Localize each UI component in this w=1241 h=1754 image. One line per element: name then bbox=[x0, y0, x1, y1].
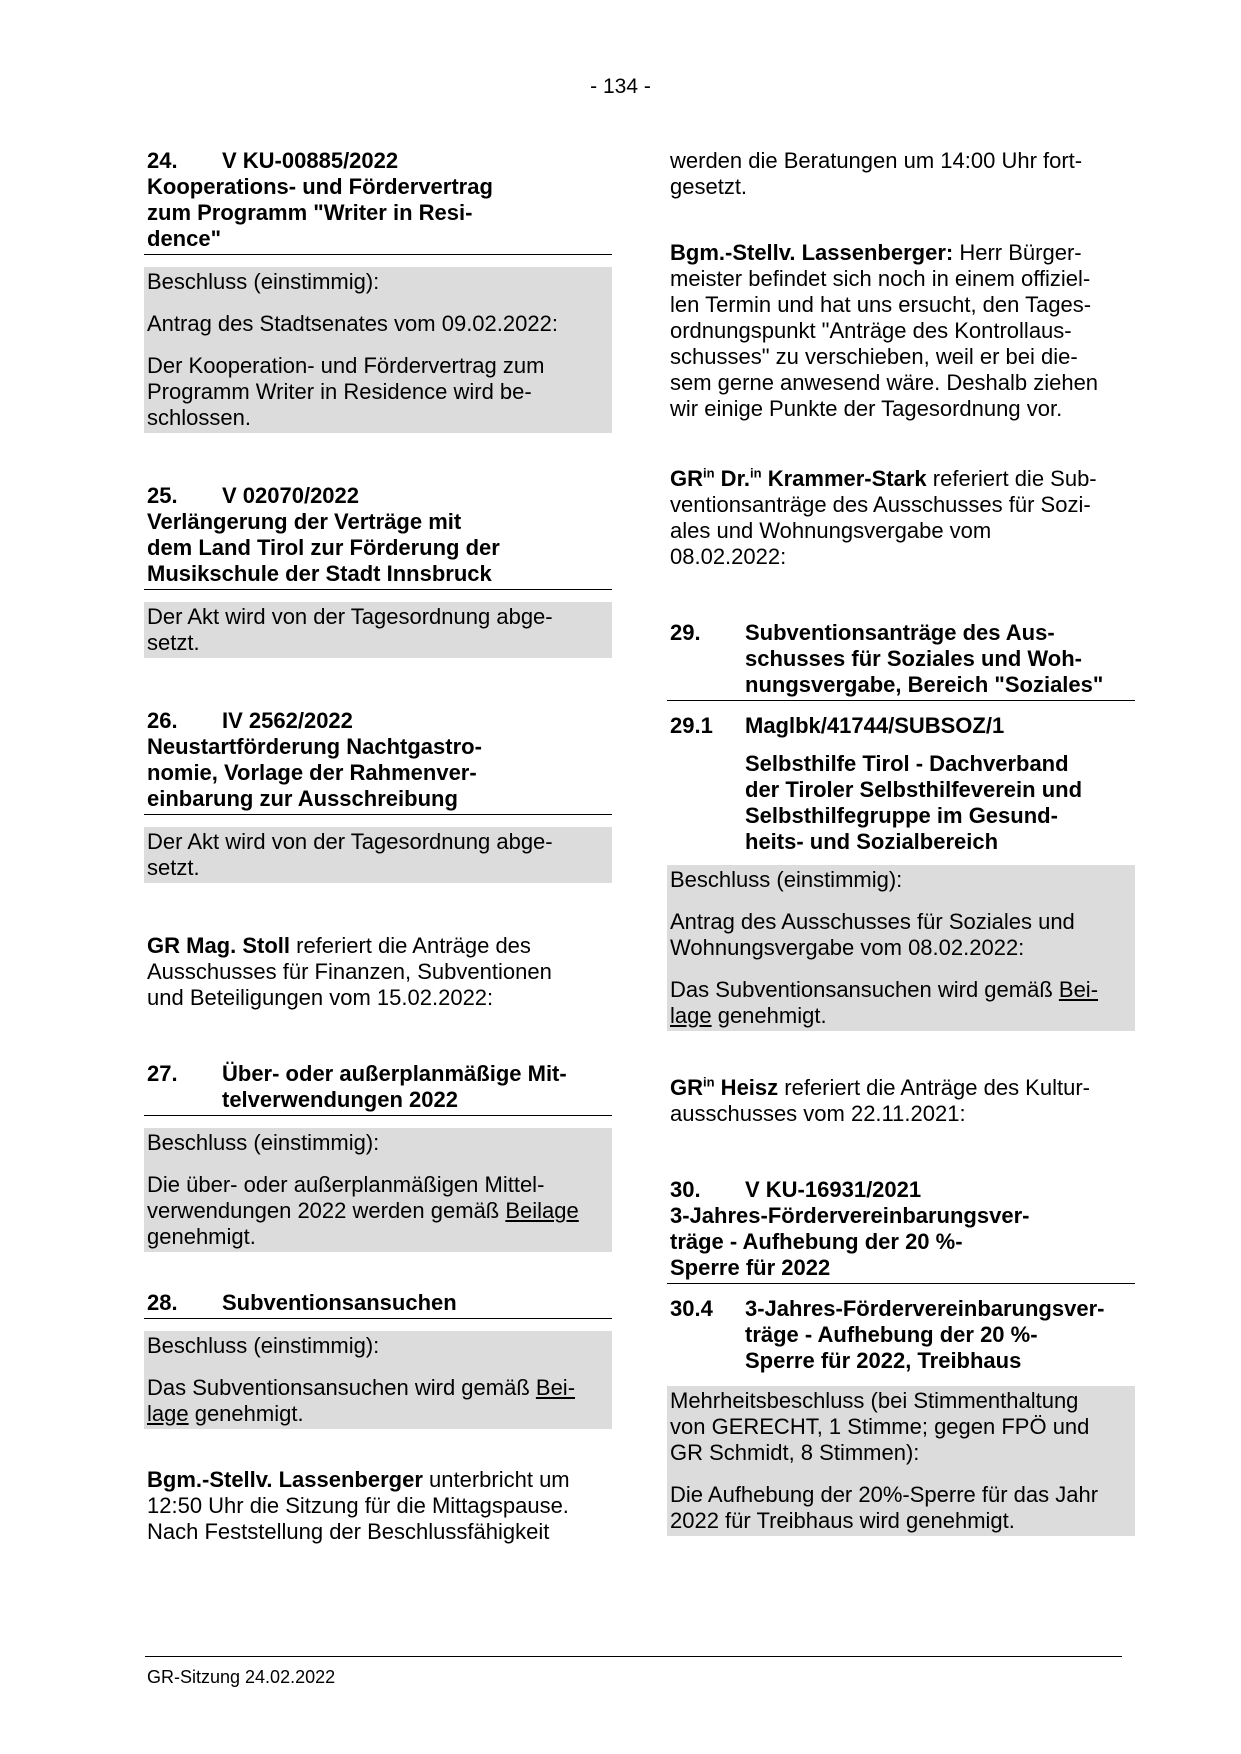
speaker-name: $GR^{in}$ Dr.$^{in}$ Krammer-Stark bbox=[670, 465, 927, 491]
title-line: dem Land Tirol zur Förderung der bbox=[147, 535, 500, 560]
resolution-box-25 bbox=[144, 602, 612, 658]
title-line: Kooperations- und Fördervertrag bbox=[147, 174, 493, 199]
agenda-item-30-4-header bbox=[670, 1296, 1132, 1374]
resolution-text: Der Kooperation- und Fördervertrag zum Programm Writer in Residence wird be- schlossen. bbox=[147, 353, 545, 430]
title-line: zum Programm "Writer in Resi- bbox=[147, 200, 473, 225]
speaker-paragraph-lassenberger-2: Bgm.-Stellv. Lassenberger: Herr Bürger- meister befindet sich noch in einem offiziel- len Termin und hat uns ersucht, den Tages- ordnungspunkt "Anträge des Kontrollaus- schusses" zu verschieben, weil er bei die- sem gerne anwesend wäre. Deshalb ziehen wir einige Punkte der Tagesordnung vor. bbox=[670, 240, 1099, 421]
item-code: IV 2562/2022 bbox=[222, 708, 353, 733]
item-number: 26. bbox=[147, 708, 178, 733]
title-line: einbarung zur Ausschreibung bbox=[147, 786, 458, 811]
resolution-type: Beschluss (einstimmig): bbox=[147, 1333, 380, 1358]
resolution-box-27 bbox=[144, 1128, 612, 1252]
agenda-item-24-header bbox=[147, 148, 609, 174]
resolution-type: Beschluss (einstimmig): bbox=[147, 269, 380, 294]
title-line: Selbsthilfe Tirol - Dachverband bbox=[745, 751, 1069, 776]
resolution-box-24 bbox=[144, 267, 612, 433]
title-line: heits- und Sozialbereich bbox=[745, 829, 999, 854]
title-line: Musikschule der Stadt Innsbruck bbox=[147, 561, 492, 586]
item-code: V KU-00885/2022 bbox=[222, 148, 399, 173]
agenda-item-28-header bbox=[144, 1290, 612, 1319]
agenda-item-29-1-title bbox=[670, 751, 1132, 855]
resolution-box-29-1 bbox=[667, 865, 1135, 1031]
title-line: träge - Aufhebung der 20 %- bbox=[670, 1229, 963, 1254]
speaker-paragraph-heisz: $GR^{in}$ Heisz referiert die Anträge des Kultur- ausschusses vom 22.11.2021: bbox=[670, 1074, 1090, 1126]
resolution-text: Das Subventionsansuchen wird gemäß Bei- lage genehmigt. bbox=[670, 977, 1099, 1028]
item-number: 30. bbox=[670, 1177, 701, 1202]
resolution-motion: Antrag des Stadtsenates vom 09.02.2022: bbox=[147, 311, 558, 336]
agenda-item-30-title bbox=[667, 1203, 1135, 1284]
resolution-type: Mehrheitsbeschluss (bei Stimmenthaltung von GERECHT, 1 Stimme; gegen FPÖ und GR Schmidt, 8 Stimmen): bbox=[670, 1388, 1090, 1465]
item-title: Subventionsansuchen bbox=[222, 1290, 457, 1315]
resolution-text: Der Akt wird von der Tagesordnung abge- setzt. bbox=[147, 604, 553, 655]
agenda-item-30-header bbox=[670, 1177, 1132, 1203]
item-number: 24. bbox=[147, 148, 178, 173]
title-line: Selbsthilfegruppe im Gesund- bbox=[745, 803, 1058, 828]
agenda-item-26-title bbox=[144, 734, 612, 815]
speaker-name: $GR^{in}$ Heisz bbox=[670, 1074, 779, 1100]
resolution-text: Das Subventionsansuchen wird gemäß Bei- lage genehmigt. bbox=[147, 1375, 576, 1426]
resolution-box-28 bbox=[144, 1331, 612, 1429]
right-column bbox=[670, 148, 1132, 1536]
item-number: 25. bbox=[147, 483, 178, 508]
agenda-item-26-header bbox=[147, 708, 609, 734]
page-number: - 134 - bbox=[590, 75, 651, 98]
footer-divider bbox=[145, 1656, 1122, 1657]
agenda-item-24-title bbox=[144, 174, 612, 255]
title-line: nomie, Vorlage der Rahmenver- bbox=[147, 760, 477, 785]
item-title: Über- oder außerplanmäßige Mit- telverwendungen 2022 bbox=[222, 1061, 567, 1112]
agenda-item-25-header bbox=[147, 483, 609, 509]
agenda-item-29-header bbox=[667, 620, 1135, 701]
item-code: V 02070/2022 bbox=[222, 483, 360, 508]
item-number: 29.1 bbox=[670, 713, 713, 738]
item-number: 27. bbox=[147, 1061, 178, 1086]
footer-session-date: GR-Sitzung 24.02.2022 bbox=[147, 1667, 336, 1687]
resolution-type: Beschluss (einstimmig): bbox=[147, 1130, 380, 1155]
title-line: Verlängerung der Verträge mit bbox=[147, 509, 462, 534]
resolution-type: Beschluss (einstimmig): bbox=[670, 867, 903, 892]
continuation-paragraph: werden die Beratungen um 14:00 Uhr fort- gesetzt. bbox=[670, 148, 1083, 199]
resolution-text: Die Aufhebung der 20%-Sperre für das Jahr 2022 für Treibhaus wird genehmigt. bbox=[670, 1482, 1099, 1533]
title-line: 3-Jahres-Fördervereinbarungsver- bbox=[670, 1203, 1030, 1228]
left-column bbox=[147, 148, 609, 1545]
speaker-name: Bgm.-Stellv. Lassenberger: bbox=[670, 240, 954, 265]
speaker-paragraph-lassenberger: Bgm.-Stellv. Lassenberger unterbricht um 12:50 Uhr die Sitzung für die Mittagspause. Nach Feststellung der Beschlussfähigkeit bbox=[147, 1467, 570, 1544]
agenda-item-27-header bbox=[144, 1061, 612, 1116]
resolution-box-30-4 bbox=[667, 1386, 1135, 1536]
title-line: Sperre für 2022 bbox=[670, 1255, 831, 1280]
title-line: der Tiroler Selbsthilfeverein und bbox=[745, 777, 1083, 802]
item-code: V KU-16931/2021 bbox=[745, 1177, 922, 1202]
speaker-name: GR Mag. Stoll bbox=[147, 933, 290, 958]
speaker-paragraph-stoll: GR Mag. Stoll referiert die Anträge des Ausschusses für Finanzen, Subventionen und Beteiligungen vom 15.02.2022: bbox=[147, 933, 552, 1010]
attachment-link[interactable]: lage bbox=[147, 1401, 189, 1426]
attachment-link[interactable]: Bei- bbox=[535, 1375, 576, 1400]
attachment-link[interactable]: lage bbox=[670, 1003, 712, 1028]
item-code: Maglbk/41744/SUBSOZ/1 bbox=[745, 713, 1005, 738]
title-line: Neustartförderung Nachtgastro- bbox=[147, 734, 482, 759]
speaker-name: Bgm.-Stellv. Lassenberger bbox=[147, 1467, 423, 1492]
attachment-link[interactable]: Beilage bbox=[505, 1198, 579, 1223]
item-number: 29. bbox=[670, 620, 701, 645]
item-title: 3-Jahres-Fördervereinbarungsver- träge - Aufhebung der 20 %- Sperre für 2022, Treibhaus bbox=[745, 1296, 1105, 1373]
attachment-link[interactable]: Bei- bbox=[1058, 977, 1099, 1002]
title-line: dence" bbox=[147, 226, 222, 251]
resolution-box-26 bbox=[144, 827, 612, 883]
resolution-text: Der Akt wird von der Tagesordnung abge- setzt. bbox=[147, 829, 553, 880]
resolution-text: Die über- oder außerplanmäßigen Mittel- verwendungen 2022 werden gemäß Beilage genehmigt. bbox=[147, 1172, 579, 1249]
resolution-motion: Antrag des Ausschusses für Soziales und Wohnungsvergabe vom 08.02.2022: bbox=[670, 909, 1075, 960]
item-number: 30.4 bbox=[670, 1296, 713, 1321]
item-number: 28. bbox=[147, 1290, 178, 1315]
item-title: Subventionsanträge des Aus- schusses für Soziales und Woh- nungsvergabe, Bereich "Soziales" bbox=[745, 620, 1104, 697]
speaker-paragraph-krammer-stark: $GR^{in}$ Dr.$^{in}$ Krammer-Stark referiert die Sub- ventionsanträge des Ausschusses für Sozi- ales und Wohnungsvergabe vom 08.02.2022: bbox=[670, 465, 1097, 569]
agenda-item-29-1-header bbox=[670, 713, 1132, 739]
agenda-item-25-title bbox=[144, 509, 612, 590]
